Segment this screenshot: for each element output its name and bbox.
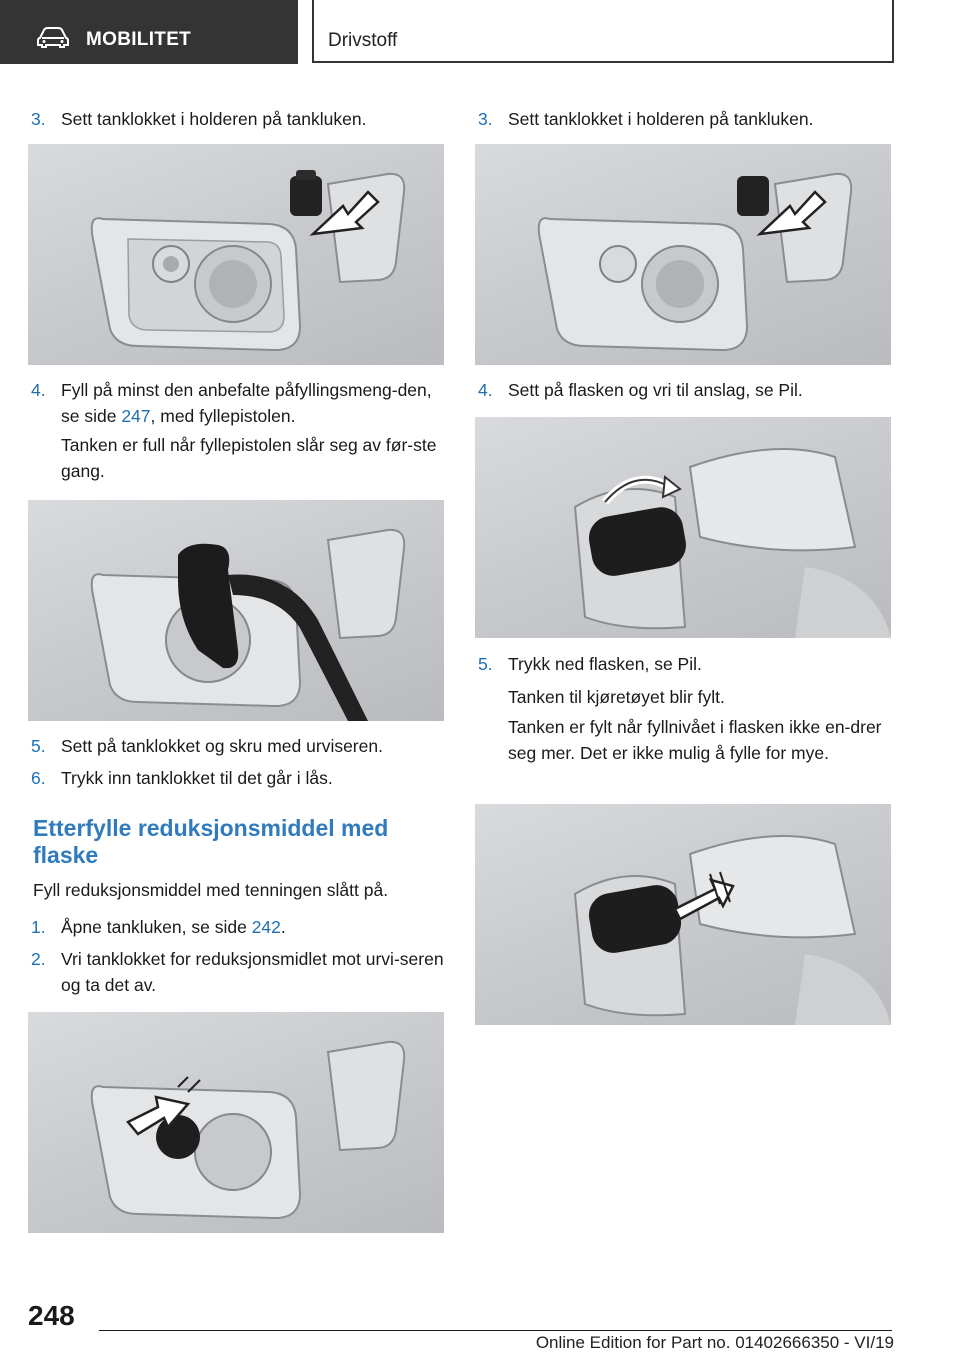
car-icon [36, 26, 70, 48]
fuel-nozzle-illustration [28, 500, 444, 721]
step-number: 5. [478, 654, 493, 674]
page-number: 248 [28, 1300, 75, 1331]
step-text: Vri tanklokket for reduksjonsmidlet mot urvi-seren og ta det av. [61, 949, 444, 995]
step-text: Fyll på minst den anbefalte påfyllingsmeng-den, se side 247, med fyllepistolen. [61, 380, 432, 426]
footer-divider [99, 1330, 892, 1331]
chapter-header [312, 0, 894, 63]
step-text: Trykk inn tanklokket til det går i lås. [61, 768, 333, 788]
fuel-flap-illustration [475, 144, 891, 365]
illustration-fuel-nozzle [28, 500, 444, 721]
step-number: 4. [31, 380, 46, 400]
illustration-bottle-press [475, 804, 891, 1025]
step-number: 6. [31, 768, 46, 788]
section-tab [0, 0, 298, 64]
page-link[interactable]: 242 [251, 917, 281, 937]
illustration-bottle-twist [475, 417, 891, 638]
fuel-flap-illustration [28, 144, 444, 365]
step-text: Sett tanklokket i holderen på tankluken. [508, 109, 814, 129]
section-title: MOBILITET [86, 29, 192, 50]
step-note: Tanken til kjøretøyet blir fylt. [508, 687, 725, 707]
section-heading: Etterfylle reduksjonsmiddel med flaske [33, 815, 389, 868]
step-note: Tanken er fylt når fyllnivået i flasken ikke en-drer seg mer. Det er ikke mulig å fylle for mye. [508, 717, 882, 763]
illustration-cap-holder [475, 144, 891, 365]
step-text: Åpne tankluken, se side 242. [61, 917, 286, 937]
step-number: 5. [31, 736, 46, 756]
bottle-twist-illustration [475, 417, 891, 638]
illustration-remove-cap [28, 1012, 444, 1233]
step-number: 3. [478, 109, 493, 129]
remove-cap-illustration [28, 1012, 444, 1233]
step-text: Trykk ned flasken, se Pil. [508, 654, 702, 674]
chapter-title: Drivstoff [328, 30, 398, 51]
step-text: Sett tanklokket i holderen på tankluken. [61, 109, 367, 129]
intro-text: Fyll reduksjonsmiddel med tenningen slått på. [33, 880, 389, 900]
step-note: Tanken er full når fyllepistolen slår seg av før-ste gang. [61, 435, 437, 481]
bottle-press-illustration [475, 804, 891, 1025]
edition-text: Online Edition for Part no. 01402666350 - VI/19 [535, 1333, 894, 1352]
step-number: 1. [31, 917, 46, 937]
step-number: 3. [31, 109, 46, 129]
step-text: Sett på tanklokket og skru med urviseren. [61, 736, 383, 756]
illustration-cap-holder [28, 144, 444, 365]
step-number: 2. [31, 949, 46, 969]
step-number: 4. [478, 380, 493, 400]
page-link[interactable]: 247 [121, 406, 151, 426]
step-text: Sett på flasken og vri til anslag, se Pil. [508, 380, 803, 400]
